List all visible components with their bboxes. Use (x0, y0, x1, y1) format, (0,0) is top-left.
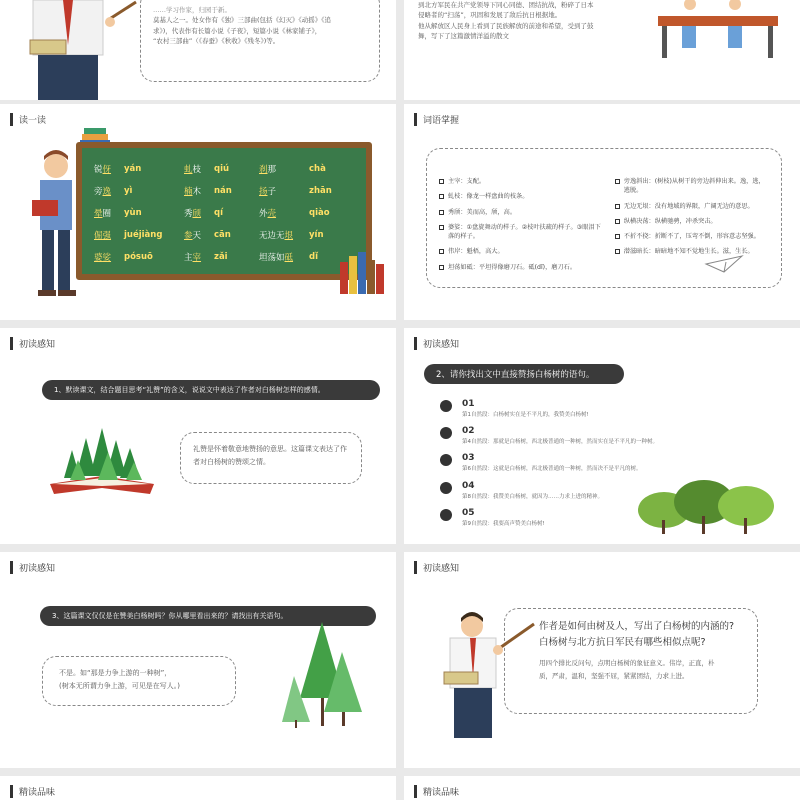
word: 秀颀 (184, 209, 202, 219)
header-bar (414, 561, 417, 574)
header-bar (10, 337, 13, 350)
pinyin: yín (309, 230, 324, 240)
green-trees-illustration (280, 620, 370, 730)
vocab-item: 坦荡如砥：平坦得像磨刀石。砥(dǐ)，磨刀石。 (439, 263, 605, 272)
answer-bubble (180, 432, 362, 484)
slide-first-reading-4 (404, 552, 800, 768)
slide-vocabulary (404, 104, 800, 320)
pinyin: yùn (124, 208, 142, 218)
board-row (94, 246, 354, 268)
header-bar (10, 561, 13, 574)
tree-book-illustration (46, 424, 158, 498)
chalkboard (76, 142, 372, 280)
slide-first-reading-1 (0, 328, 396, 544)
background-line-2: 侵略者的“扫荡”，巩固和发展了敌后抗日根据地。 (418, 11, 562, 20)
question-banner: 3、这篇课文仅仅是在赞美白杨树吗？你从哪里看出来的？请找出有关语句。 (40, 606, 376, 626)
bullet-dot (440, 400, 452, 412)
background-line-4: 舞，写下了这篇激情洋溢的散文 (418, 32, 509, 41)
word: 外壳 (259, 209, 277, 219)
bullet-dot (440, 509, 452, 521)
author-text-box (140, 0, 380, 82)
word: 婆娑 (94, 253, 112, 263)
teacher-pointer-illustration (428, 612, 538, 742)
slide-author-intro (0, 0, 396, 100)
pinyin: juéjiàng (124, 230, 163, 240)
slide-title: 初读感知 (19, 339, 56, 350)
pinyin: yì (124, 186, 133, 196)
author-line-2: 莫基人之一。处女作有《独》三部曲(包括《幻灭》《动摇》《追 (153, 16, 332, 25)
vocab-item: 纵横决荡：纵横驰骋，冲杀突击。 (615, 217, 769, 226)
pinyin: yán (124, 164, 142, 174)
vocab-left-column (439, 177, 605, 287)
vocab-item: 伟岸：魁梧，高大。 (439, 247, 605, 256)
item-number: 02 (462, 426, 475, 436)
slide-header (10, 784, 55, 798)
slide-header (10, 336, 55, 350)
author-line-3: 求》)，代表作有长篇小说《子夜》，短篇小说《林家铺子》， (153, 26, 322, 35)
vocab-item: 不折不挠：折断不了，压弯不倒，形容意志坚强。 (615, 232, 769, 241)
bullet-dot (440, 427, 452, 439)
item-text: 第8自然段：我赞美白杨树，就因为……力求上进的精神。 (462, 494, 604, 500)
word: 楠木 (184, 187, 202, 197)
slide-header (414, 336, 459, 350)
pinyin: dǐ (309, 252, 318, 262)
books-upright-icon (338, 250, 388, 294)
answer-bubble (42, 656, 236, 706)
slide-title: 词语掌握 (423, 115, 460, 126)
slide-header (10, 560, 55, 574)
board-row (94, 224, 354, 246)
paper-plane-icon (704, 254, 744, 274)
slide-header (10, 112, 46, 126)
trees-illustration (634, 476, 784, 536)
slide-title: 初读感知 (19, 563, 56, 574)
question-line-2: 白杨树与北方抗日军民有哪些相似点呢? (539, 637, 706, 649)
pinyin: zhān (309, 186, 332, 196)
question-banner: 2、请你找出文中直接赞扬白杨树的语句。 (424, 364, 624, 384)
background-line-1: 到北方军民在共产党领导下同心同德、团结抗战，粉碎了日本 (418, 1, 594, 9)
header-bar (414, 785, 417, 798)
answer-text: 用四个排比反问句，点明白杨树的象征意义。伟岸，正直，朴质，严肃，温和，坚强不屈，紧紧团结，力求上进。 (539, 659, 715, 680)
bullet-dot (440, 454, 452, 466)
slide-title: 初读感知 (423, 339, 460, 350)
slide-title: 精读品味 (423, 787, 460, 798)
praise-item (440, 453, 642, 472)
board-row (94, 180, 354, 202)
slide-first-reading-3 (0, 552, 396, 768)
item-number: 01 (462, 399, 475, 409)
bullet-dot (440, 482, 452, 494)
vocab-item: 婆娑：①盘旋舞动的样子。②枝叶扶疏的样子。③眼泪下落的样子。 (439, 223, 605, 242)
slide-background (404, 0, 800, 100)
slide-header (414, 112, 459, 126)
background-text (418, 0, 648, 42)
slide-read-aloud (0, 104, 396, 320)
item-number: 05 (462, 508, 475, 518)
board-row (94, 158, 354, 180)
header-bar (10, 113, 13, 126)
question-line-1: 作者是如何由树及人，写出了白杨树的内涵的? (539, 621, 735, 632)
praise-item (440, 426, 658, 445)
vocab-item: 潜滋暗长：暗暗地不知不觉地生长。滋，生长。 (615, 247, 769, 256)
answer-line-1: 不是。如“那是力争上游的一种树”， (59, 669, 172, 677)
header-bar (414, 337, 417, 350)
vocab-item: 无边无垠：没有地域的界限，广阔无边的意思。 (615, 202, 769, 211)
slide-title: 精读品味 (19, 787, 56, 798)
item-number: 04 (462, 481, 475, 491)
vocab-item: 旁逸斜出：(树枝)从树干的旁边斜伸出来。逸，逃，逃脱。 (615, 177, 769, 196)
vocab-item: 虬枝：像龙一样盘曲的枝条。 (439, 192, 605, 201)
word: 晕圈 (94, 209, 112, 219)
pinyin: qiào (309, 208, 330, 218)
word: 坦荡如砥 (259, 253, 294, 263)
item-text: 第6自然段：这就是白杨树，西北极普通的一种树，然而决不是平凡的树。 (462, 466, 642, 472)
author-line-1: ……学习作家，归园于新。 (153, 6, 231, 14)
word: 刹那 (259, 165, 277, 175)
pinyin: chà (309, 164, 326, 174)
word: 无边无垠 (259, 231, 294, 241)
word: 参天 (184, 231, 202, 241)
slide-title: 初读感知 (423, 563, 460, 574)
word: 虬枝 (184, 165, 202, 175)
word: 锐伢 (94, 165, 112, 175)
slide-close-reading-2 (404, 776, 800, 800)
header-bar (10, 785, 13, 798)
pinyin: cān (214, 230, 231, 240)
question-box (504, 608, 758, 714)
pinyin: qiú (214, 164, 230, 174)
praise-item (440, 481, 603, 500)
author-line-4: “农村三部曲”（《春蚕》《秋收》《残冬》)等。 (153, 37, 280, 46)
item-text: 第9自然段：我要高声赞美白杨树! (462, 521, 545, 527)
students-desk-illustration (650, 0, 790, 60)
word: 主宰 (184, 253, 202, 263)
slide-header (414, 784, 459, 798)
pinyin: zǎi (214, 252, 228, 262)
pinyin: pósuō (124, 252, 153, 262)
slide-title: 读一读 (19, 115, 47, 126)
background-line-3: 他从解放区人民身上看到了民族解放的前途和希望，受到了鼓 (418, 21, 594, 30)
word: 扬子 (259, 187, 277, 197)
item-number: 03 (462, 453, 475, 463)
board-row (94, 202, 354, 224)
word: 旁逸 (94, 187, 112, 197)
header-bar (414, 113, 417, 126)
pinyin: qí (214, 208, 223, 218)
question-banner: 1、默读课文，结合题目思考“礼赞”的含义，说说文中表达了作者对白杨树怎样的感情。 (42, 380, 380, 400)
vocab-item: 秀颀：美而高，颀，高。 (439, 208, 605, 217)
slide-close-reading-1 (0, 776, 396, 800)
praise-item (440, 399, 589, 418)
item-text: 第1自然段：白杨树实在是不平凡的，我赞美白杨树! (462, 412, 589, 418)
pinyin: nán (214, 186, 232, 196)
word: 倔强 (94, 231, 112, 241)
item-text: 第4自然段：那就是白杨树，西北极普通的一种树，然而实在是不平凡的一种树。 (462, 439, 659, 445)
praise-item (440, 508, 545, 527)
teacher-illustration (18, 0, 138, 100)
answer-text: 礼赞是怀着敬意地赞扬的意思。这篇课文表达了作者对白杨树的赞颂之情。 (193, 445, 347, 466)
answer-line-2: (树本无所谓力争上游，可见是在写人。) (59, 682, 180, 691)
vocab-item: 主宰：支配。 (439, 177, 605, 186)
vocab-right-column (615, 177, 769, 287)
slide-header (414, 560, 459, 574)
